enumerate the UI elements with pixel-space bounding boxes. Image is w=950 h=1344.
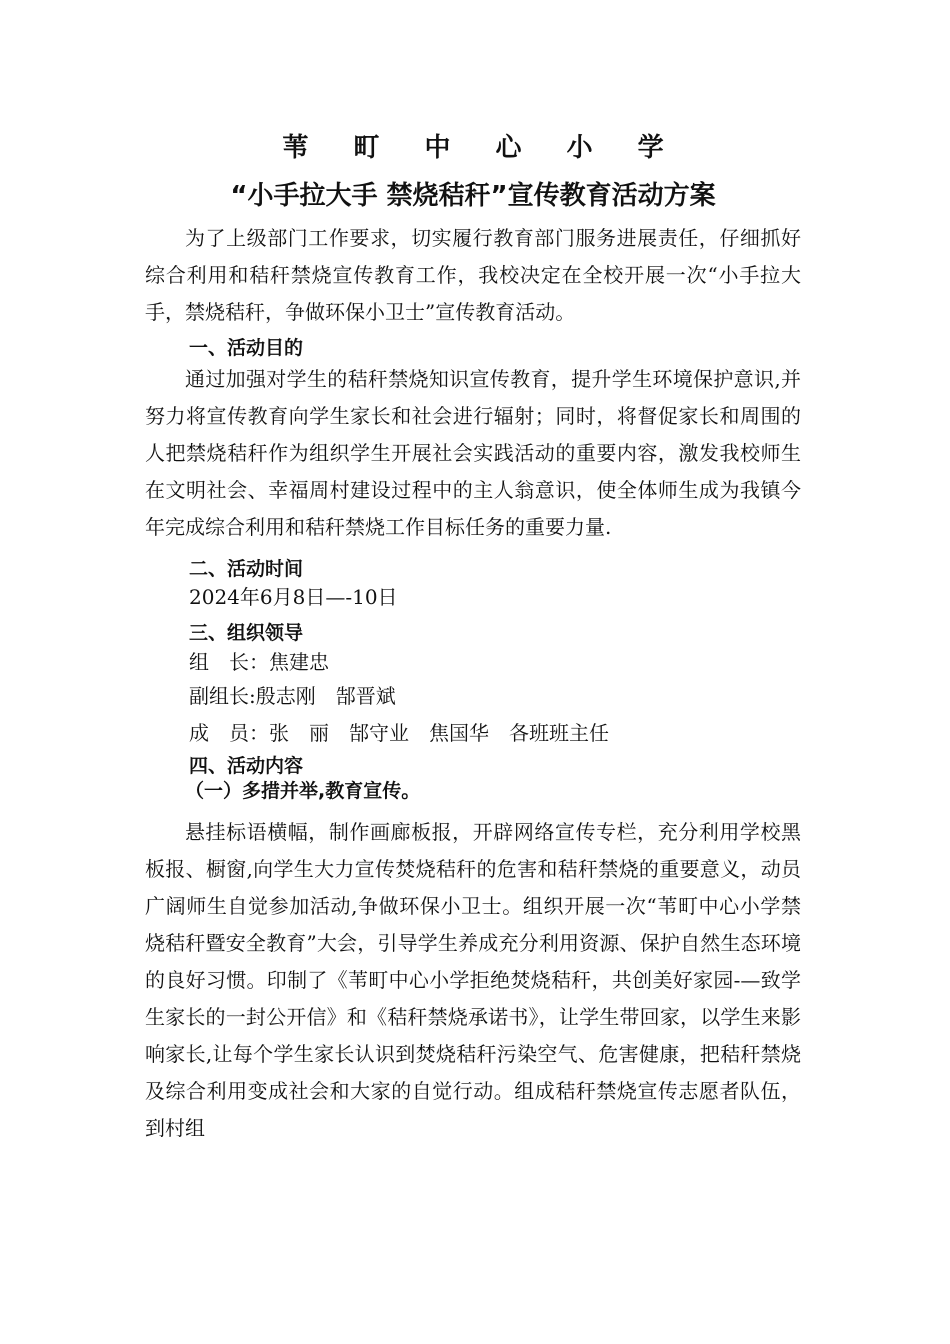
section-leadership-heading: 三、组织领导 <box>189 622 304 644</box>
school-name: 苇 町 中 心 小 学 <box>282 133 682 163</box>
subsection-1-heading: （一）多措并举,教育宣传。 <box>185 780 421 802</box>
section-purpose-body: 通过加强对学生的秸秆禁烧知识宣传教育，提升学生环境保护意识,并努力将宣传教育向学生家长和社会进行辐射；同时，将督促家长和周围的人把禁烧秸秆作为组织学生开展社会实践活动的重要内容，激发我校师生在文明社会、幸福周村建设过程中的主人翁意识，使全体师生成为我镇今年完成综合利用和秸秆禁烧工作目标任务的重要力量. <box>145 367 801 539</box>
subsection-1-body: 悬挂标语横幅，制作画廊板报，开辟网络宣传专栏，充分利用学校黑板报、橱窗,向学生大力宣传焚烧秸秆的危害和秸秆禁烧的重要意义，动员广阔师生自觉参加活动,争做环保小卫士。组织开展一次“苇町中心小学禁烧秸秆暨安全教育”大会，引导学生养成充分利用资源、保护自然生态环境的良好习惯。印制了《苇町中心小学拒绝焚烧秸秆，共创美好家园-—致学生家长的一封公开信》和《秸秆禁烧承诺书》，让学生带回家，以学生来影响家长,让每个学生家长认识到焚烧秸秆污染空气、危害健康，把秸秆禁烧及综合利用变成社会和大家的自觉行动。组成秸秆禁烧宣传志愿者队伍，到村组 <box>145 820 801 1140</box>
document-page <box>145 128 801 1147</box>
document-title: “小手拉大手 禁烧秸秆”宣传教育活动方案 <box>230 181 716 211</box>
section-time-body: 2024年6月8日—-10日 <box>189 585 398 609</box>
leader-line: 组 长：焦建忠 <box>189 650 329 674</box>
section-time-heading: 二、活动时间 <box>189 558 304 580</box>
section-purpose-heading: 一、活动目的 <box>189 337 304 359</box>
intro-paragraph: 为了上级部门工作要求，切实履行教育部门服务进展责任，仔细抓好综合利用和秸秆禁烧宣传教育工作，我校决定在全校开展一次“小手拉大手，禁烧秸秆，争做环保小卫士”宣传教育活动。 <box>145 226 801 324</box>
section-content-heading: 四、活动内容 <box>189 755 304 777</box>
deputy-line: 副组长:殷志刚 郜晋斌 <box>189 684 396 708</box>
members-line: 成 员：张 丽 郜守业 焦国华 各班班主任 <box>189 721 609 745</box>
